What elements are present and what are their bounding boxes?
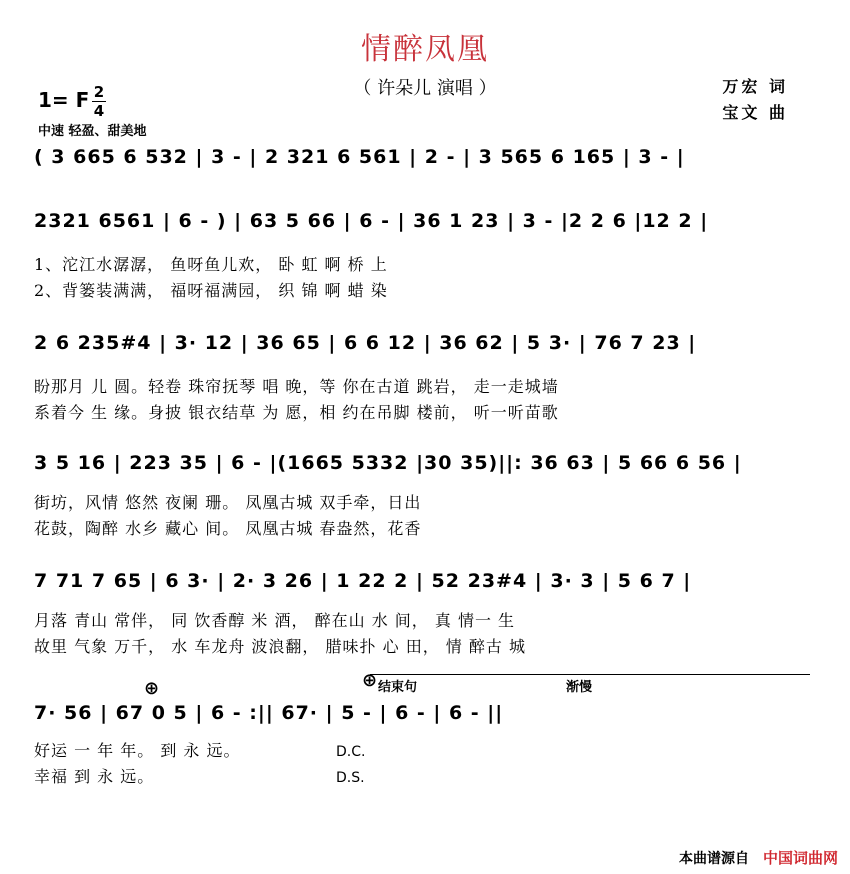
source-label: 本曲谱源自	[678, 851, 749, 867]
da-capo-mark: D.C.	[336, 744, 366, 760]
lyric-line-6-verse-2: 幸福 到 永 远。	[34, 767, 155, 786]
lyric-line-4-verse-1: 街坊，风情 悠然 夜阑 珊。 凤凰古城 双手牵，日出	[34, 493, 422, 512]
time-signature	[92, 84, 106, 119]
song-title: 情醉凤凰	[361, 32, 489, 67]
time-signature-bottom: 4	[93, 102, 105, 120]
coda-symbol-icon: ⊕	[144, 678, 160, 699]
notation-line-5: 7 71 7 65 | 6 3· | 2· 3 26 | 1 22 2 | 52 23#4 | 3· 3 | 5 6 7 |	[34, 570, 692, 592]
notation-line-4: 3 5 16 | 223 35 | 6 - |(1665 5332 |30 35)||: 36 63 | 5 66 6 56 |	[34, 452, 742, 474]
source-footer	[679, 847, 838, 868]
key-signature: 1= F	[38, 88, 90, 112]
site-brand[interactable]: 中国词曲网	[762, 849, 838, 867]
notation-line-3: 2 6 235#4 | 3· 12 | 36 65 | 6 6 12 | 36 62 | 5 3· | 76 7 23 |	[34, 332, 697, 354]
time-signature-top: 2	[93, 83, 105, 101]
notation-line-6: 7· 56 | 67 0 5 | 6 - :|| 67· | 5 - | 6 - | 6 - ||	[34, 702, 504, 724]
ritardando-label: 渐慢	[566, 680, 593, 695]
performer-subtitle: （ 许朵儿 演唱 ）	[353, 78, 497, 99]
dal-segno-mark: D.S.	[336, 770, 365, 786]
lyric-line-2-verse-2: 2、背篓装满满， 福呀福满园， 织 锦 啊 蜡 染	[34, 281, 388, 300]
lyric-line-2-verse-1: 1、沱江水潺潺， 鱼呀鱼儿欢， 卧 虹 啊 桥 上	[34, 255, 388, 274]
notation-line-2: 2321 6561 | 6 - ) | 63 5 66 | 6 - | 36 1 23 | 3 - |2 2 6 |12 2 |	[34, 210, 709, 232]
lyric-line-5-verse-1: 月落 青山 常伴， 同 饮香醇 米 酒， 醉在山 水 间， 真 情一 生	[34, 611, 516, 630]
lyric-line-3-verse-2: 系着今 生 缘。身披 银衣结草 为 愿，相 约在吊脚 楼前， 听一听苗歌	[34, 403, 559, 422]
ending-bracket-line	[370, 674, 810, 675]
lyric-line-4-verse-2: 花鼓，陶醉 水乡 藏心 间。 凤凰古城 春盎然，花香	[34, 519, 422, 538]
ending-label: 结束句	[378, 680, 418, 695]
tempo-marking: 中速 轻盈、甜美地	[38, 124, 147, 139]
lyricist-credit: 万宏 词	[722, 77, 788, 96]
composer-credit: 宝文 曲	[722, 103, 788, 122]
coda-symbol-icon-2: ⊕	[362, 670, 378, 691]
notation-line-1: ( 3 665 6 532 | 3 - | 2 321 6 561 | 2 - | 3 565 6 165 | 3 - |	[34, 146, 685, 168]
lyric-line-6-verse-1: 好运 一 年 年。 到 永 远。	[34, 741, 241, 760]
lyric-line-3-verse-1: 盼那月 儿 圆。轻卷 珠帘抚琴 唱 晚，等 你在古道 跳岩， 走一走城墙	[34, 377, 559, 396]
lyric-line-5-verse-2: 故里 气象 万千， 水 车龙舟 波浪翻， 腊味扑 心 田， 情 醉古 城	[34, 637, 526, 656]
